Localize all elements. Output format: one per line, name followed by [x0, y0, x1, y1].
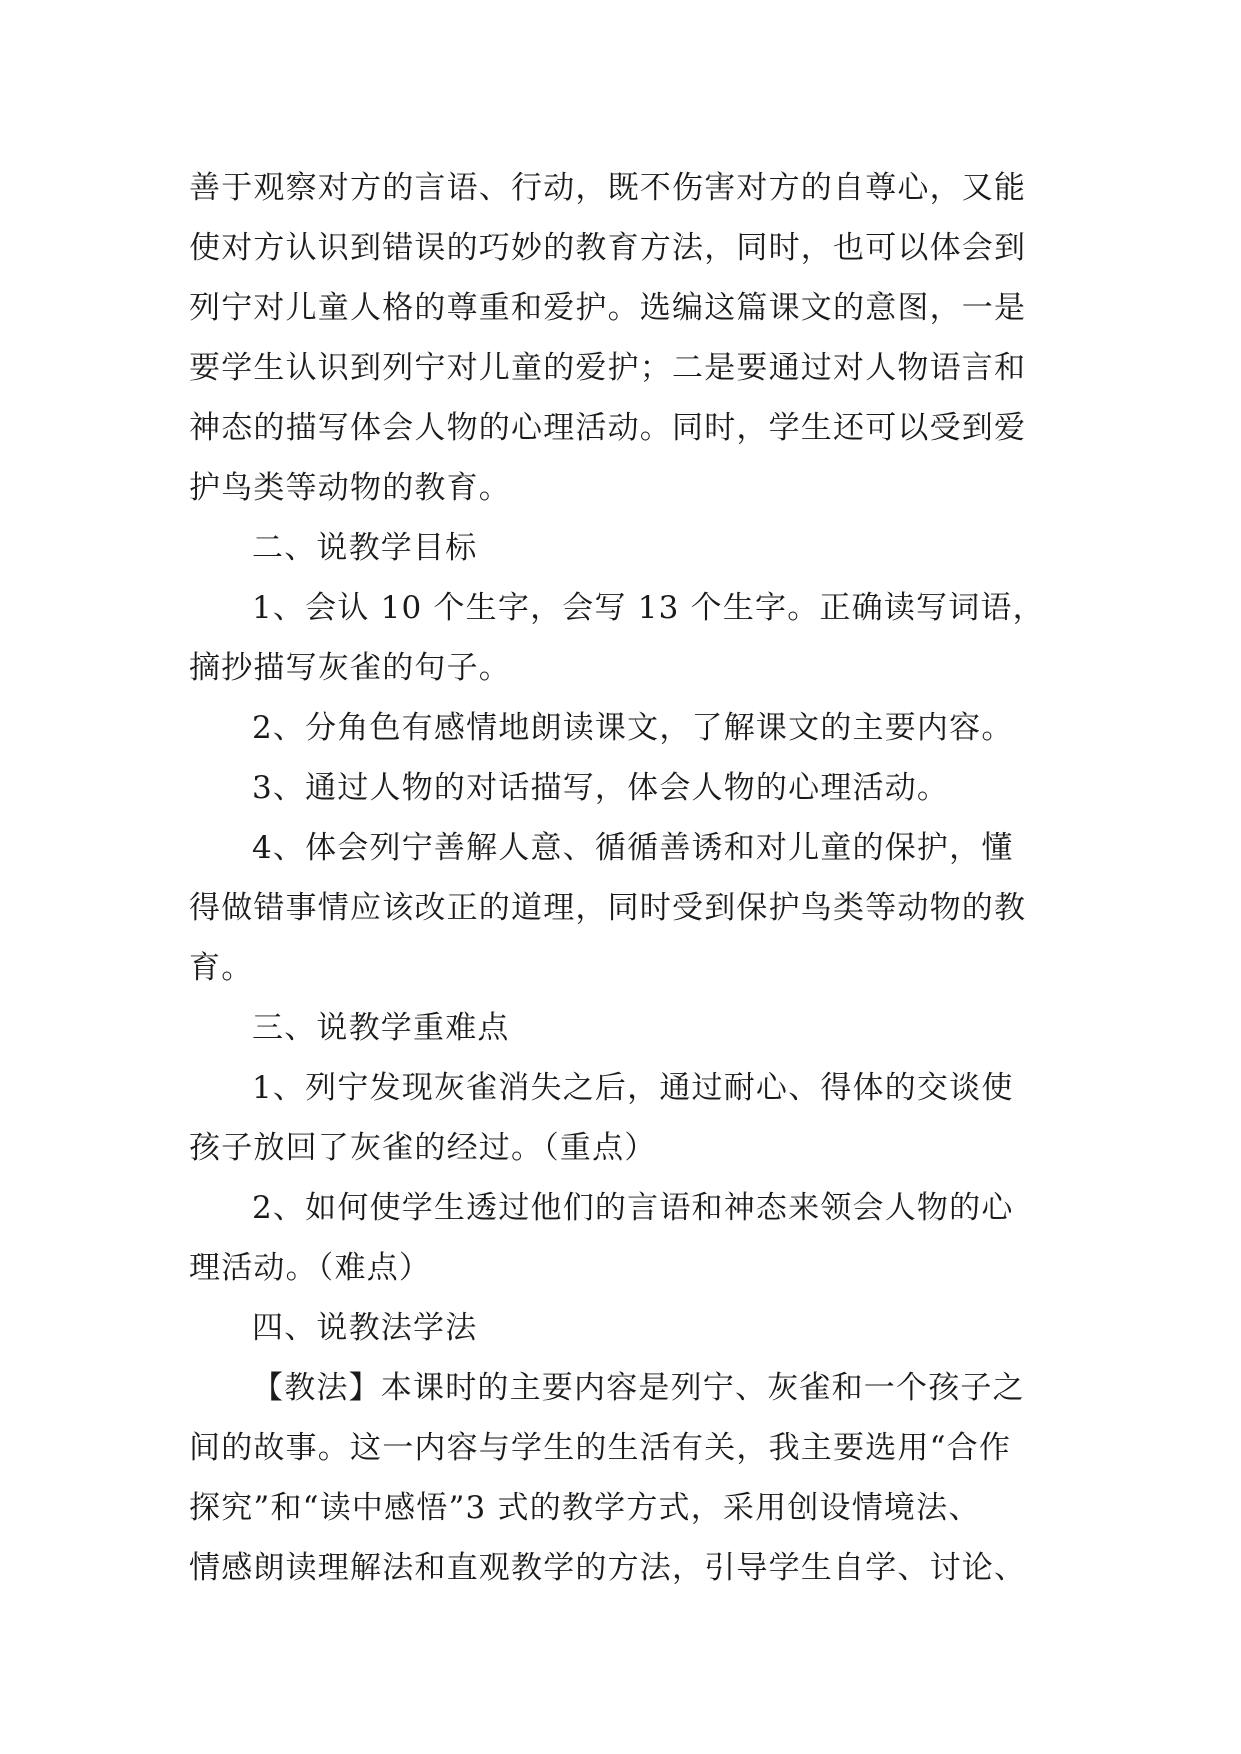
paragraph-line: 要学生认识到列宁对儿童的爱护；二是要通过对人物语言和 [189, 350, 1027, 386]
paragraph-line: 间的故事。这一内容与学生的生活有关，我主要选用“合作 [189, 1430, 1012, 1466]
paragraph-line: 探究”和“读中感悟”3 式的教学方式，采用创设情境法、 [189, 1490, 981, 1526]
paragraph-line-indented: 1、会认 10 个生字，会写 13 个生字。正确读写词语， [252, 590, 1045, 626]
paragraph-line-indented: 二、说教学目标 [252, 530, 478, 566]
paragraph-line-indented: 1、列宁发现灰雀消失之后，通过耐心、得体的交谈使 [252, 1070, 1014, 1106]
paragraph-line: 神态的描写体会人物的心理活动。同时，学生还可以受到爱 [189, 410, 1027, 446]
paragraph-line: 理活动。（难点） [189, 1250, 432, 1286]
paragraph-line-indented: 四、说教法学法 [252, 1310, 478, 1346]
paragraph-line-indented: 4、体会列宁善解人意、循循善诱和对儿童的保护，懂 [252, 830, 1014, 866]
paragraph-line: 使对方认识到错误的巧妙的教育方法，同时，也可以体会到 [189, 230, 1027, 266]
document-body [189, 158, 1089, 1598]
paragraph-line: 情感朗读理解法和直观教学的方法，引导学生自学、讨论、 [189, 1550, 1027, 1586]
paragraph-line-indented: 2、分角色有感情地朗读课文，了解课文的主要内容。 [252, 710, 1014, 746]
paragraph-line-indented: 2、如何使学生透过他们的言语和神态来领会人物的心 [252, 1190, 1014, 1226]
paragraph-line: 孩子放回了灰雀的经过。（重点） [189, 1130, 657, 1166]
paragraph-line-indented: 【教法】本课时的主要内容是列宁、灰雀和一个孩子之 [252, 1370, 1025, 1406]
paragraph-line-indented: 3、通过人物的对话描写，体会人物的心理活动。 [252, 770, 950, 806]
paragraph-line: 得做错事情应该改正的道理，同时受到保护鸟类等动物的教 [189, 890, 1027, 926]
paragraph-line: 摘抄描写灰雀的句子。 [189, 650, 511, 686]
paragraph-line: 护鸟类等动物的教育。 [189, 470, 511, 506]
paragraph-line: 列宁对儿童人格的尊重和爱护。选编这篇课文的意图，一是 [189, 290, 1027, 326]
paragraph-line: 育。 [189, 950, 254, 986]
paragraph-line-indented: 三、说教学重难点 [252, 1010, 510, 1046]
paragraph-line: 善于观察对方的言语、行动，既不伤害对方的自尊心，又能 [189, 170, 1027, 206]
